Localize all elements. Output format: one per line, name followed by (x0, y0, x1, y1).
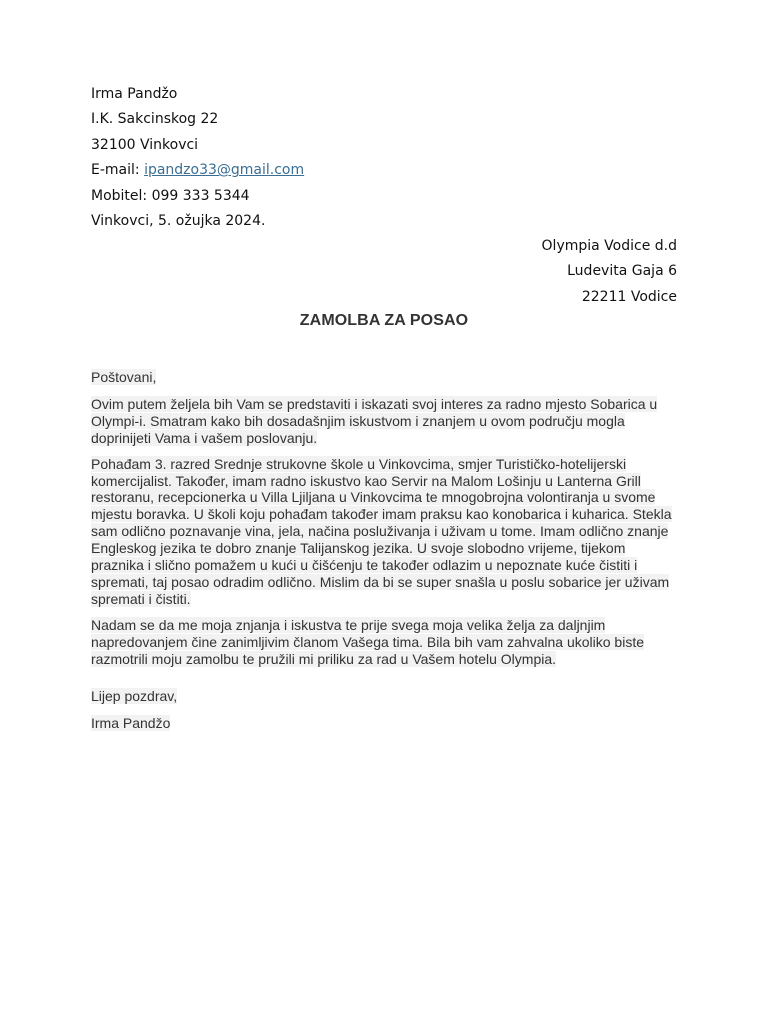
paragraph-experience: Pohađam 3. razred Srednje strukovne škole u Vinkovcima, smjer Turističko-hotelijerski komercijalist. Također, imam radno iskustvo kao Servir na Malom Lošinju u Lanterna Grill restoranu, recepcionerka u Villa Ljiljana u Vinkovcima te mnogobrojna volontiranja u svome mjestu boravka. U školi koju pohađam također imam praksu kao konobarica i kuharica. Stekla sam odlično poznavanje vina, jela, načina posluživanja i uživam u tome. Imam odlično znanje Engleskog jezika te dobro znanje Talijanskog jezika. U svoje slobodno vrijeme, tijekom praznika i slično pomažem u kući u čišćenju te također odlazim u nepoznate kuće čistiti i spremati, taj posao odradim odlično. Mislim da bi se super snašla u poslu sobarice jer uživam spremati i čistiti. (91, 455, 672, 607)
sender-name: Irma Pandžo (91, 86, 178, 102)
email-label: E-mail: (91, 162, 145, 179)
closing-line: Lijep pozdrav, (91, 688, 178, 704)
signature: Irma Pandžo (91, 715, 171, 731)
salutation: Poštovani, (91, 369, 157, 385)
sender-block (91, 82, 304, 234)
recipient-company: Olympia Vodice d.d (541, 238, 677, 254)
recipient-block (542, 234, 677, 310)
letter-page (91, 0, 677, 1024)
recipient-street: Ludevita Gaja 6 (567, 263, 677, 280)
place-date: Vinkovci, 5. ožujka 2024. (91, 213, 266, 230)
email-link[interactable]: ipandzo33@gmail.com (144, 162, 305, 179)
letter-body (91, 369, 681, 677)
closing-block (91, 688, 177, 742)
paragraph-conclusion: Nadam se da me moja znjanja i iskustva te prije svega moja velika želja za daljnjim napredovanjem čine zanimljivim članom Vašega tima. Bila bih vam zahvalna ukoliko biste razmotrili moju zamolbu te pružili mi priliku za rad u Vašem hotelu Olympia. (91, 616, 645, 667)
sender-phone: Mobitel: 099 333 5344 (91, 187, 250, 204)
recipient-city: 22211 Vodice (581, 288, 677, 305)
letter-title: ZAMOLBA ZA POSAO (299, 312, 469, 329)
sender-street: I.K. Sakcinskog 22 (91, 111, 219, 128)
sender-email-line (91, 158, 304, 183)
paragraph-intro: Ovim putem željela bih Vam se predstaviti i iskazati svoj interes za radno mjesto Sobarica u Olympi-i. Smatram kako bih dosadašnjim iskustvom i znanjem u ovom području mogla doprinijeti Vama i vašem poslovanju. (91, 395, 658, 446)
sender-city: 32100 Vinkovci (91, 136, 199, 153)
